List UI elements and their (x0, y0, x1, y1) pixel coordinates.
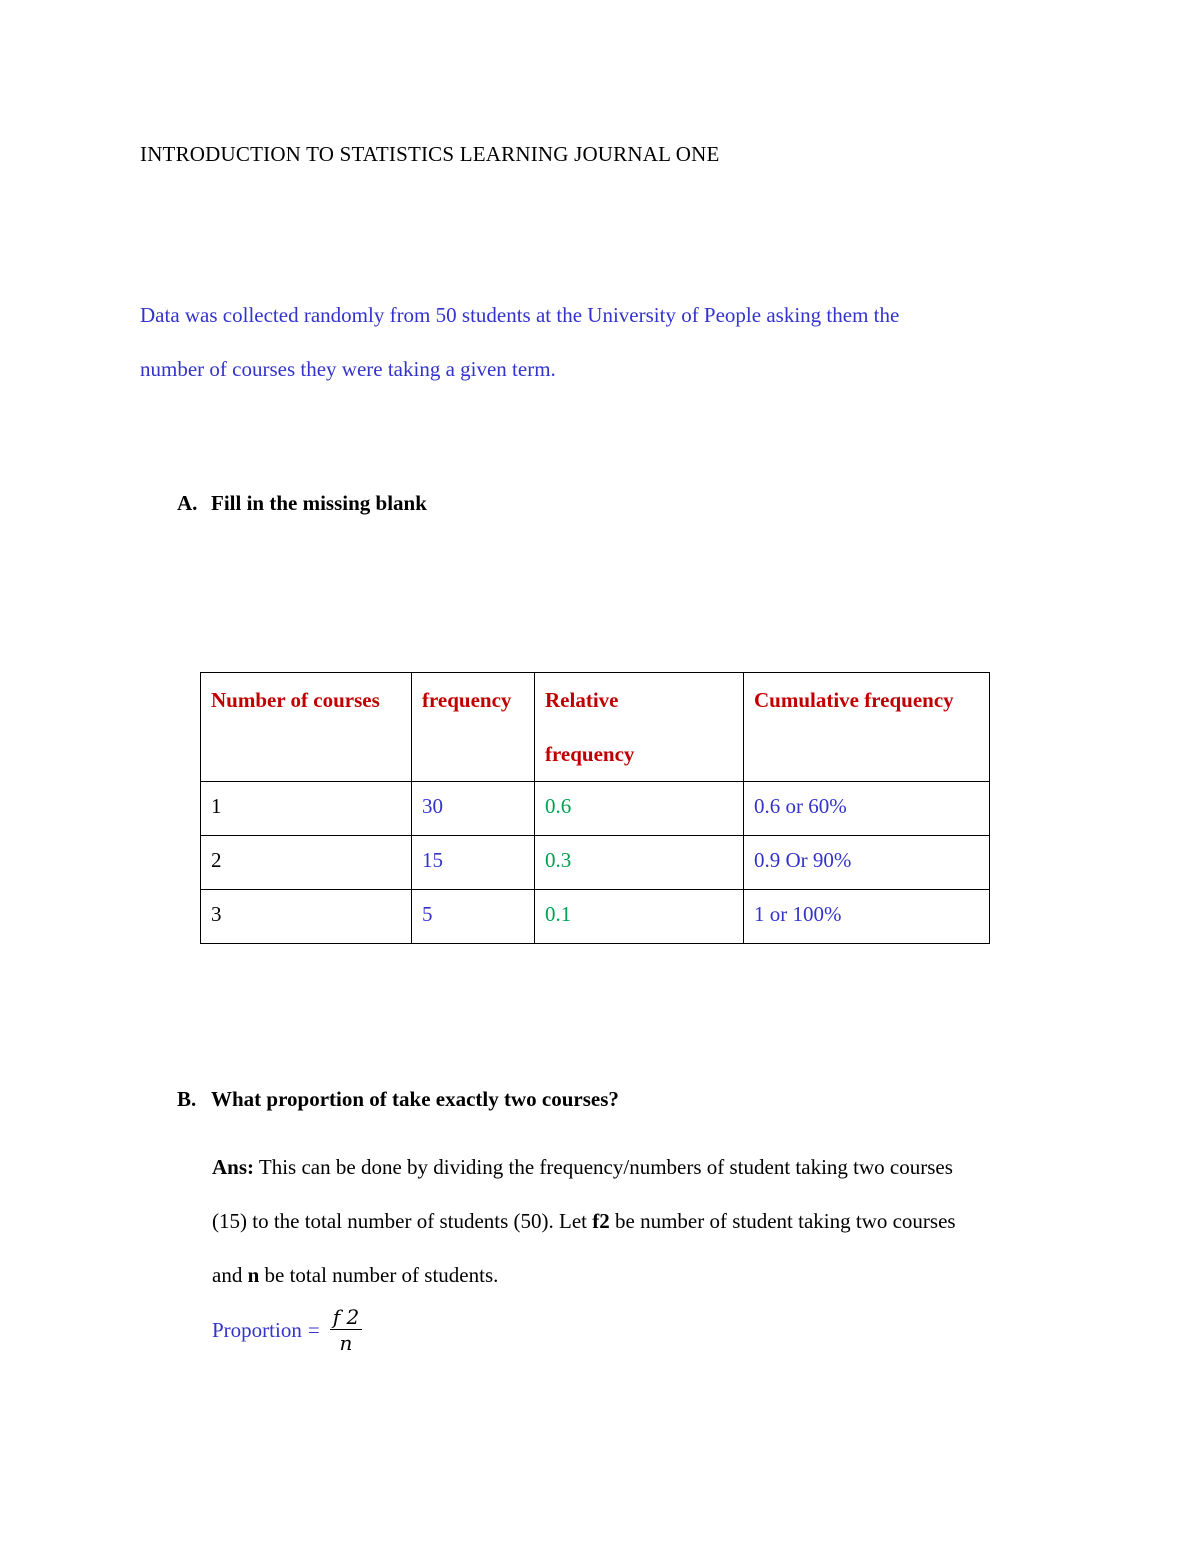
cell-relative-frequency: 0.1 (535, 890, 744, 944)
answer-line1-text: This can be done by dividing the frequency/numbers of student taking two courses (258, 1155, 953, 1179)
formula-label: Proportion (212, 1317, 302, 1342)
table-header-row (201, 673, 990, 782)
formula-denominator: n (339, 1331, 353, 1355)
answer-line3-text-a: and (212, 1263, 243, 1287)
variable-n: n (247, 1263, 260, 1287)
answer-line3-text-b: be total number of students. (264, 1263, 499, 1287)
variable-f2: f2 (592, 1209, 610, 1233)
proportion-formula (212, 1305, 362, 1355)
table-row (201, 782, 990, 836)
intro-line-2: number of courses they were taking a given term. (140, 357, 556, 381)
formula-equals: = (307, 1317, 320, 1342)
cell-relative-frequency: 0.3 (535, 836, 744, 890)
cell-frequency: 15 (412, 836, 535, 890)
cell-relative-frequency: 0.6 (535, 782, 744, 836)
answer-paragraph (212, 1140, 1072, 1302)
section-b-text: What proportion of take exactly two courses? (211, 1087, 619, 1111)
cell-courses: 2 (201, 836, 412, 890)
answer-label: Ans: (212, 1155, 255, 1179)
cell-cumulative-frequency: 0.9 Or 90% (744, 836, 990, 890)
answer-line-1 (212, 1140, 1072, 1194)
answer-line2-text-a: (15) to the total number of students (50). Let (212, 1209, 587, 1233)
answer-line-3 (212, 1248, 1072, 1302)
header-cumulative-frequency: Cumulative frequency (744, 673, 990, 782)
answer-line2-text-b: be number of student taking two courses (615, 1209, 956, 1233)
intro-paragraph (140, 288, 1040, 396)
intro-line-1: Data was collected randomly from 50 students at the University of People asking them the (140, 303, 900, 327)
header-relative-line1: Relative (545, 688, 619, 712)
table-row (201, 890, 990, 944)
answer-line-2 (212, 1194, 1072, 1248)
section-b-marker: B. (177, 1087, 197, 1111)
frequency-table (200, 672, 990, 944)
cell-frequency: 5 (412, 890, 535, 944)
section-a-marker: A. (177, 491, 198, 515)
cell-cumulative-frequency: 0.6 or 60% (744, 782, 990, 836)
formula-fraction (330, 1305, 362, 1355)
section-a-heading (177, 491, 427, 516)
header-number-of-courses: Number of courses (201, 673, 412, 782)
formula-numerator: f 2 (330, 1305, 362, 1330)
cell-frequency: 30 (412, 782, 535, 836)
header-frequency: frequency (412, 673, 535, 782)
cell-cumulative-frequency: 1 or 100% (744, 890, 990, 944)
header-relative-frequency (535, 673, 744, 782)
cell-courses: 3 (201, 890, 412, 944)
section-a-text: Fill in the missing blank (211, 491, 427, 515)
section-b-heading (177, 1087, 619, 1112)
cell-courses: 1 (201, 782, 412, 836)
table-row (201, 836, 990, 890)
header-relative-line2: frequency (545, 742, 635, 766)
document-title: INTRODUCTION TO STATISTICS LEARNING JOURNAL ONE (140, 142, 720, 166)
